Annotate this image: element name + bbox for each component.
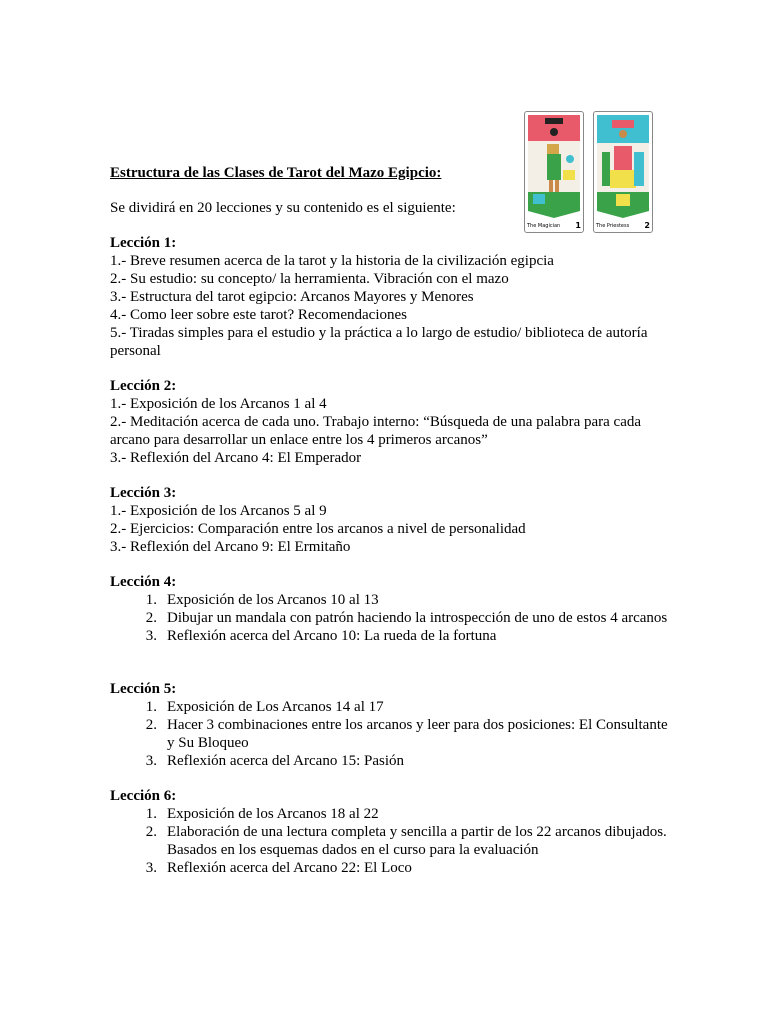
list-number: 3. bbox=[145, 753, 157, 769]
list-number: 1. bbox=[145, 806, 157, 822]
lesson-4 bbox=[110, 573, 670, 645]
tarot-card-magician bbox=[524, 111, 584, 233]
card-number: 1 bbox=[575, 221, 581, 230]
list-item bbox=[110, 698, 670, 716]
lesson-item: 1.- Exposición de los Arcanos 1 al 4 bbox=[110, 396, 327, 412]
lesson-1 bbox=[110, 234, 670, 360]
list-number: 1. bbox=[145, 699, 157, 715]
lesson-item: 3.- Reflexión del Arcano 4: El Emperador bbox=[110, 450, 362, 466]
lesson-heading: Lección 5: bbox=[110, 681, 177, 697]
list-item bbox=[110, 609, 670, 627]
list-text: Reflexión acerca del Arcano 22: El Loco bbox=[167, 860, 412, 876]
list-number: 3. bbox=[145, 860, 157, 876]
list-text: Exposición de los Arcanos 18 al 22 bbox=[167, 806, 379, 822]
list-item bbox=[110, 752, 670, 770]
lesson-item: 1.- Exposición de los Arcanos 5 al 9 bbox=[110, 503, 327, 519]
list-text: Reflexión acerca del Arcano 15: Pasión bbox=[167, 753, 404, 769]
magician-illustration bbox=[525, 112, 583, 220]
list-number: 1. bbox=[145, 592, 157, 608]
list-number: 2. bbox=[145, 824, 157, 840]
lesson-numbered-list bbox=[110, 698, 670, 770]
list-text: Dibujar un mandala con patrón haciendo la introspección de uno de estos 4 arcanos bbox=[167, 610, 668, 626]
lesson-item: 2.- Su estudio: su concepto/ la herramienta. Vibración con el mazo bbox=[110, 271, 509, 287]
document-title: Estructura de las Clases de Tarot del Mazo Egipcio: bbox=[110, 165, 442, 181]
list-text: Hacer 3 combinaciones entre los arcanos y leer para dos posiciones: El Consultante y Su Bloqueo bbox=[167, 717, 668, 751]
lesson-heading: Lección 4: bbox=[110, 574, 177, 590]
list-number: 2. bbox=[145, 717, 157, 733]
lesson-item: 3.- Estructura del tarot egipcio: Arcanos Mayores y Menores bbox=[110, 289, 474, 305]
lesson-item: 2.- Ejercicios: Comparación entre los arcanos a nivel de personalidad bbox=[110, 521, 526, 537]
lesson-6 bbox=[110, 787, 670, 877]
lesson-heading: Lección 6: bbox=[110, 788, 177, 804]
list-item bbox=[110, 805, 670, 823]
list-item bbox=[110, 591, 670, 609]
lesson-item: 2.- Meditación acerca de cada uno. Trabajo interno: “Búsqueda de una palabra para cada arcano para desarrollar un enlace entre los 4 primeros arcanos” bbox=[110, 414, 642, 448]
lesson-numbered-list bbox=[110, 591, 670, 645]
list-text: Exposición de los Arcanos 10 al 13 bbox=[167, 592, 379, 608]
lesson-heading: Lección 2: bbox=[110, 378, 177, 394]
lesson-item: 5.- Tiradas simples para el estudio y la práctica a lo largo de estudio/ biblioteca de autoría personal bbox=[110, 325, 648, 359]
list-text: Reflexión acerca del Arcano 10: La rueda de la fortuna bbox=[167, 628, 497, 644]
document-intro: Se dividirá en 20 lecciones y su contenido es el siguiente: bbox=[110, 200, 456, 216]
lesson-numbered-list bbox=[110, 805, 670, 877]
lesson-2 bbox=[110, 377, 670, 467]
lesson-3 bbox=[110, 484, 670, 556]
lesson-heading: Lección 3: bbox=[110, 485, 177, 501]
card-caption-label: The Priestess bbox=[596, 223, 630, 229]
list-text: Elaboración de una lectura completa y sencilla a partir de los 22 arcanos dibujados. Basados en los esquemas dados en el curso para la evaluación bbox=[167, 824, 667, 858]
list-text: Exposición de Los Arcanos 14 al 17 bbox=[167, 699, 384, 715]
lesson-heading: Lección 1: bbox=[110, 235, 177, 251]
list-item bbox=[110, 859, 670, 877]
magician-caption bbox=[527, 221, 581, 231]
lesson-item: 4.- Como leer sobre este tarot? Recomendaciones bbox=[110, 307, 407, 323]
list-number: 3. bbox=[145, 628, 157, 644]
card-caption-label: The Magician bbox=[527, 223, 561, 229]
list-item bbox=[110, 627, 670, 645]
lesson-item: 3.- Reflexión del Arcano 9: El Ermitaño bbox=[110, 539, 351, 555]
tarot-card-images bbox=[524, 111, 654, 235]
card-number: 2 bbox=[644, 221, 650, 230]
tarot-card-priestess bbox=[593, 111, 653, 233]
priestess-caption bbox=[596, 221, 650, 231]
list-number: 2. bbox=[145, 610, 157, 626]
list-item bbox=[110, 823, 670, 859]
lesson-item: 1.- Breve resumen acerca de la tarot y la historia de la civilización egipcia bbox=[110, 253, 554, 269]
lesson-5 bbox=[110, 680, 670, 770]
priestess-illustration bbox=[594, 112, 652, 220]
list-item bbox=[110, 716, 670, 752]
